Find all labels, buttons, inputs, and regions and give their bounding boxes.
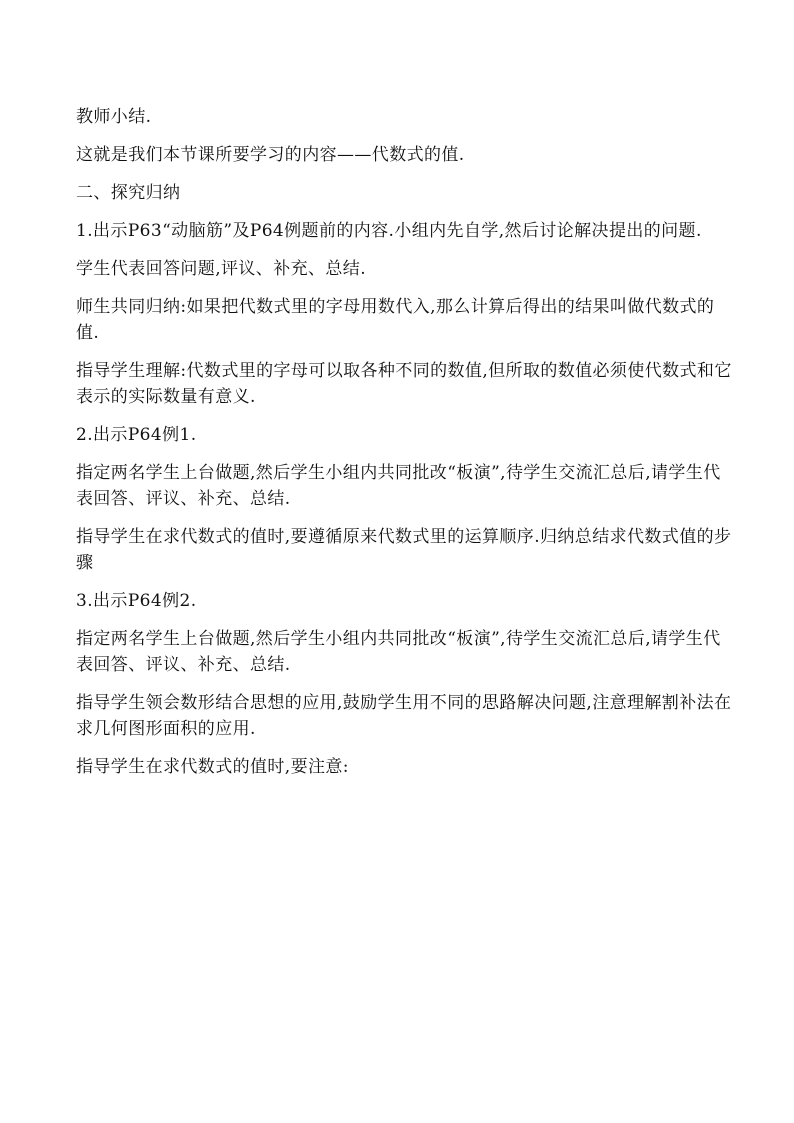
paragraph-step-2: 2.出示P64例1. (76, 425, 197, 445)
paragraph-step-3: 3.出示P64例2. (76, 591, 197, 611)
paragraph-lesson-topic: 这就是我们本节课所要学习的内容——代数式的值. (76, 145, 465, 165)
paragraph-step-1: 1.出示P63“动脑筋”及P64例题前的内容.小组内先自学,然后讨论解决提出的问题. (76, 221, 702, 241)
section-heading-explore: 二、探究归纳 (76, 183, 181, 203)
paragraph-teacher-summary: 教师小结. (76, 107, 152, 127)
paragraph-definition: 师生共同归纳:如果把代数式里的字母用数代入,那么计算后得出的结果叫做代数式的值. (76, 297, 715, 343)
paragraph-number-shape: 指导学生领会数形结合思想的应用,鼓励学生用不同的思路解决问题,注意理解割补法在求几何图形面积的应用. (76, 693, 732, 739)
paragraph-student-answer: 学生代表回答问题,评议、补充、总结. (76, 259, 367, 279)
paragraph-attention: 指导学生在求代数式的值时,要注意: (76, 757, 349, 777)
paragraph-board-work-2: 指定两名学生上台做题,然后学生小组内共同批改“板演”,待学生交流汇总后,请学生代表回答、评议、补充、总结. (76, 629, 721, 675)
document-body (76, 104, 736, 792)
paragraph-operation-order: 指导学生在求代数式的值时,要遵循原来代数式里的运算顺序.归纳总结求代数式值的步骤 (76, 527, 732, 573)
paragraph-understanding: 指导学生理解:代数式里的字母可以取各种不同的数值,但所取的数值必须使代数式和它表示的实际数量有意义. (76, 361, 732, 407)
paragraph-board-work-1: 指定两名学生上台做题,然后学生小组内共同批改“板演”,待学生交流汇总后,请学生代表回答、评议、补充、总结. (76, 463, 721, 509)
